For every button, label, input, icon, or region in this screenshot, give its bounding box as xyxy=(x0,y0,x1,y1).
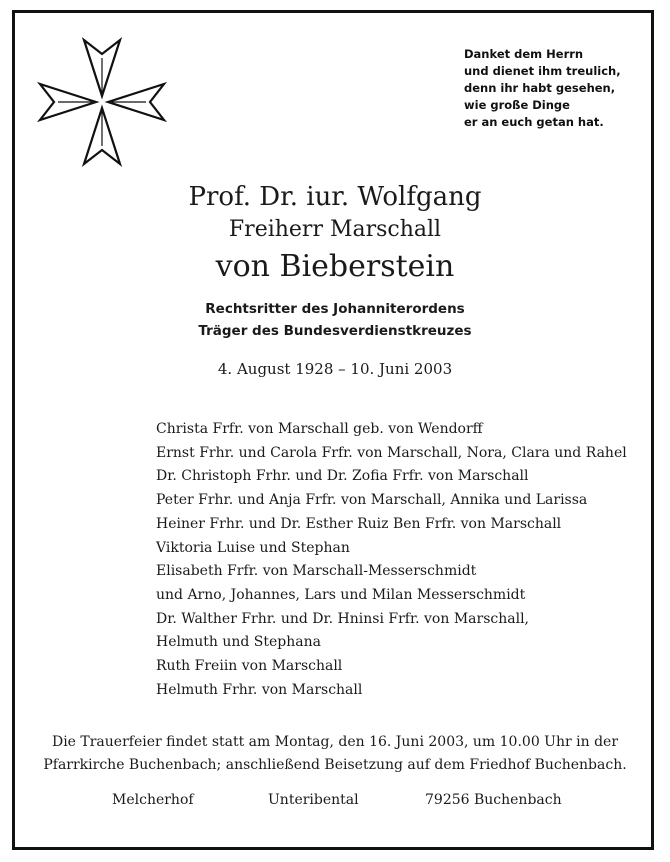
address-estate: Melcherhof xyxy=(112,792,194,808)
verse-line: wie große Dinge xyxy=(464,98,570,112)
mourner-line: Heiner Frhr. und Dr. Esther Ruiz Ben Frfr. von Marschall xyxy=(156,515,562,532)
name-line-1: Prof. Dr. iur. Wolfgang xyxy=(188,182,482,212)
deceased-name xyxy=(0,180,670,288)
mourner-line: Helmuth und Stephana xyxy=(156,634,321,651)
mourner-line: und Arno, Johannes, Lars und Milan Messerschmidt xyxy=(156,586,526,603)
maltese-cross-icon xyxy=(36,36,168,168)
mourner-line: Elisabeth Frfr. von Marschall-Messerschmidt xyxy=(156,563,477,580)
mourner-line: Helmuth Frhr. von Marschall xyxy=(156,681,363,698)
verse-line: denn ihr habt gesehen, xyxy=(464,81,616,95)
verse-line: Danket dem Herrn xyxy=(464,47,584,61)
mourners-list xyxy=(156,418,656,702)
mourner-line: Christa Frfr. von Marschall geb. von Wendorff xyxy=(156,421,483,437)
mourner-line: Viktoria Luise und Stephan xyxy=(156,539,350,556)
honor-title: Rechtsritter des Johanniterordens xyxy=(205,301,465,317)
name-line-2: Freiherr Marschall xyxy=(228,217,442,242)
funeral-line: Die Trauerfeier findet statt am Montag, den 16. Juni 2003, um 10.00 Uhr in der xyxy=(51,734,619,750)
bible-verse xyxy=(464,46,644,131)
honors xyxy=(0,298,670,342)
verse-line: er an euch getan hat. xyxy=(464,115,604,129)
life-dates: 4. August 1928 – 10. Juni 2003 xyxy=(217,360,453,378)
honor-title: Träger des Bundesverdienstkreuzes xyxy=(198,323,472,339)
address-town: 79256 Buchenbach xyxy=(425,792,562,808)
funeral-notice xyxy=(0,731,670,777)
mourner-line: Ruth Freiin von Marschall xyxy=(156,658,343,675)
mourner-line: Dr. Walther Frhr. und Dr. Hninsi Frfr. von Marschall, xyxy=(156,610,529,627)
name-line-3: von Bieberstein xyxy=(215,249,455,284)
mourner-line: Dr. Christoph Frhr. und Dr. Zofia Frfr. von Marschall xyxy=(156,468,529,485)
address-locality: Unteribental xyxy=(268,792,359,808)
mourner-line: Peter Frhr. und Anja Frfr. von Marschall, Annika und Larissa xyxy=(156,492,588,509)
mourner-line: Ernst Frhr. und Carola Frfr. von Marschall, Nora, Clara und Rahel xyxy=(156,444,627,461)
verse-line: und dienet ihm treulich, xyxy=(464,64,621,78)
funeral-line: Pfarrkirche Buchenbach; anschließend Beisetzung auf dem Friedhof Buchenbach. xyxy=(43,757,627,773)
